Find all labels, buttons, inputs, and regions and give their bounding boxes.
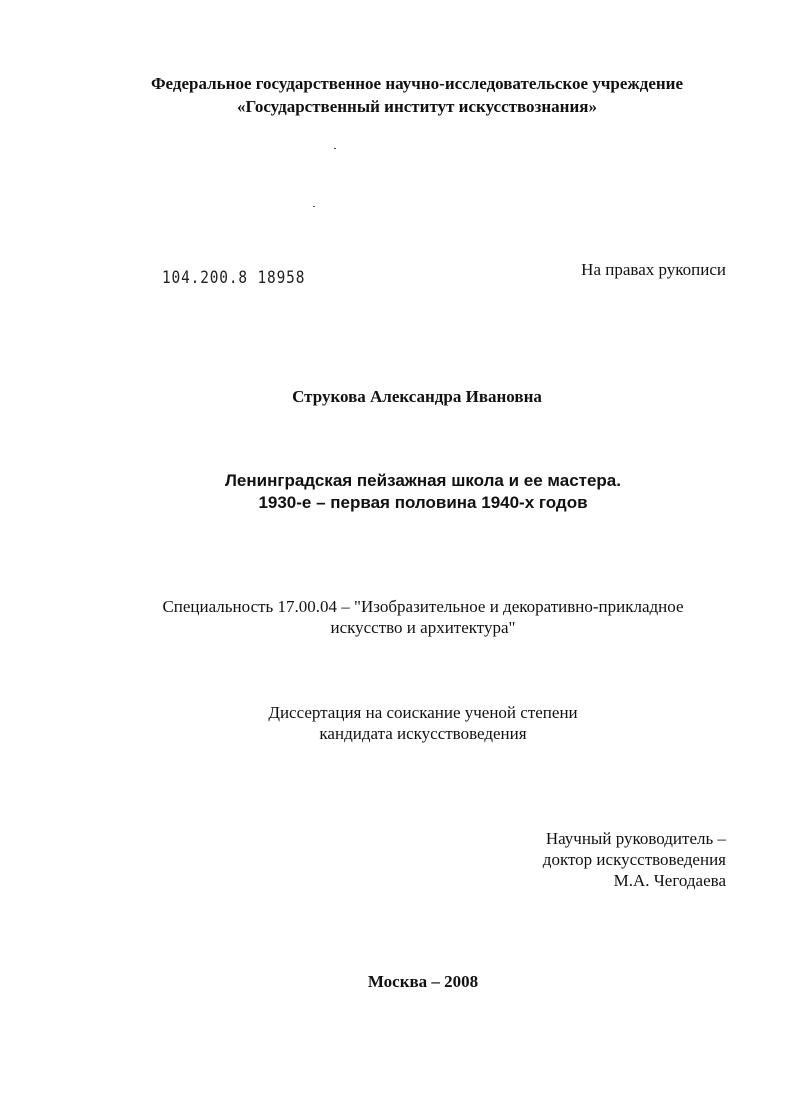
- dissertation-line-1: Диссертация на соискание ученой степени: [268, 703, 578, 722]
- specialty-line-1: Специальность 17.00.04 – "Изобразительное и декоративно-прикладное: [162, 597, 684, 616]
- dissertation-degree: [26, 702, 794, 744]
- dissertation-line-2: кандидата искусствоведения: [319, 724, 527, 743]
- supervisor-line-1: Научный руководитель –: [545, 829, 726, 848]
- supervisor-line-3: М.А. Чегодаева: [613, 871, 726, 890]
- specialty-line-2: искусство и архитектура": [330, 618, 516, 637]
- institution-line-1: Федеральное государственное научно-исследовательское учреждение: [150, 74, 684, 93]
- author-name: Струкова Александра Ивановна: [292, 387, 542, 406]
- institution-line-2: «Государственный институт искусствознания»: [237, 97, 597, 116]
- archive-number: 104.200.8 18958: [162, 268, 306, 288]
- scan-speck: [313, 206, 315, 207]
- supervisor-line-2: доктор искусствоведения: [542, 850, 726, 869]
- thesis-title: [26, 470, 794, 514]
- scientific-supervisor: [543, 828, 726, 891]
- thesis-title-line-2: 1930-е – первая половина 1940-х годов: [258, 493, 588, 512]
- thesis-title-line-1: Ленинградская пейзажная школа и ее мастера.: [225, 471, 621, 490]
- rights-note: На правах рукописи: [581, 260, 726, 279]
- scan-speck: [334, 148, 336, 149]
- city-year: Москва – 2008: [367, 972, 479, 991]
- institution-header: [20, 72, 794, 118]
- specialty: [26, 596, 794, 638]
